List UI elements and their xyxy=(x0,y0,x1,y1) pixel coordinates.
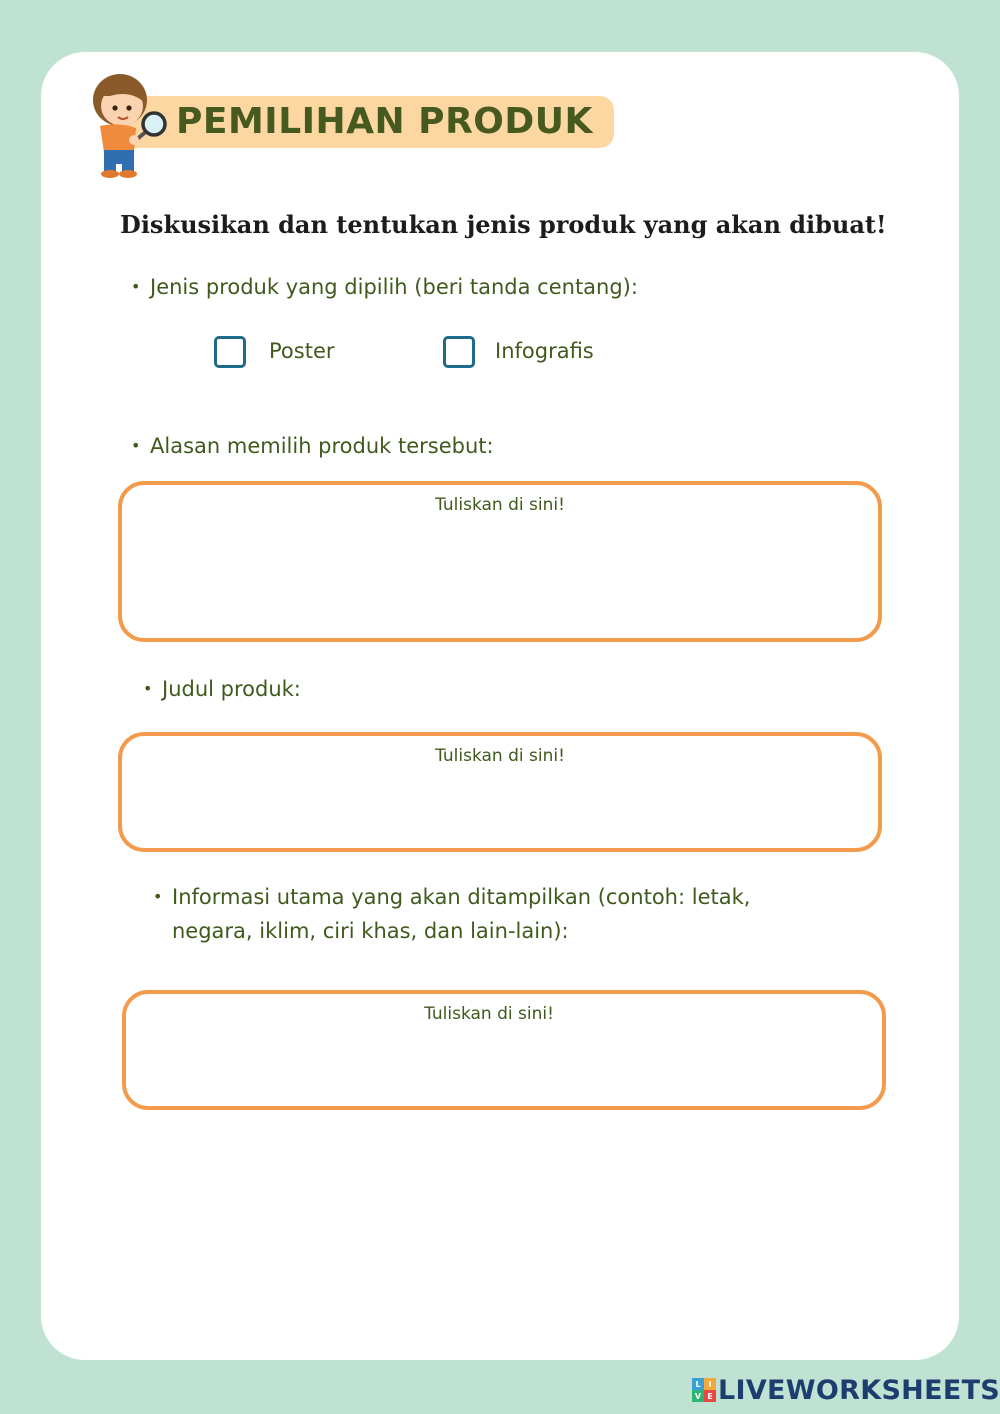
question-reason xyxy=(131,429,494,463)
option-infografis-label: Infografis xyxy=(495,339,594,363)
answer-placeholder: Tuliskan di sini! xyxy=(435,746,565,766)
question-product-type-label: Jenis produk yang dipilih (beri tanda centang): xyxy=(150,275,638,299)
question-reason-label: Alasan memilih produk tersebut: xyxy=(150,434,494,458)
bullet-dot-icon: • xyxy=(131,436,141,455)
bullet-dot-icon: • xyxy=(131,277,141,296)
answer-placeholder: Tuliskan di sini! xyxy=(435,495,565,515)
logo-letter-e: E xyxy=(704,1390,716,1402)
logo-letter-v: V xyxy=(692,1390,704,1402)
live-logo-icon xyxy=(692,1378,716,1402)
kid-magnifier-illustration xyxy=(70,66,170,178)
logo-letter-i: I xyxy=(704,1378,716,1390)
instruction-text: Diskusikan dan tentukan jenis produk yang akan dibuat! xyxy=(120,210,887,239)
checkbox-poster[interactable] xyxy=(214,336,246,368)
logo-letter-l: L xyxy=(692,1378,704,1390)
question-product-title xyxy=(143,672,301,706)
answer-box-reason[interactable] xyxy=(118,481,882,642)
answer-box-product-title[interactable] xyxy=(118,732,882,852)
option-poster-label: Poster xyxy=(269,339,335,363)
question-main-info-line1: Informasi utama yang akan ditampilkan (contoh: letak, xyxy=(172,885,751,909)
question-main-info xyxy=(153,880,751,914)
answer-box-main-info[interactable] xyxy=(122,990,886,1110)
worksheet-page xyxy=(41,52,959,1360)
bullet-dot-icon: • xyxy=(153,887,163,906)
page-title: PEMILIHAN PRODUK xyxy=(176,101,593,142)
question-main-info-continued xyxy=(172,914,569,948)
question-main-info-line2: negara, iklim, ciri khas, dan lain-lain): xyxy=(172,919,569,943)
question-product-title-label: Judul produk: xyxy=(162,677,301,701)
logo-wordmark: LIVEWORKSHEETS xyxy=(718,1374,1000,1406)
answer-placeholder: Tuliskan di sini! xyxy=(424,1004,554,1024)
bullet-dot-icon: • xyxy=(143,679,153,698)
liveworksheets-logo[interactable] xyxy=(692,1374,1000,1406)
question-product-type xyxy=(131,270,638,304)
checkbox-infografis[interactable] xyxy=(443,336,475,368)
